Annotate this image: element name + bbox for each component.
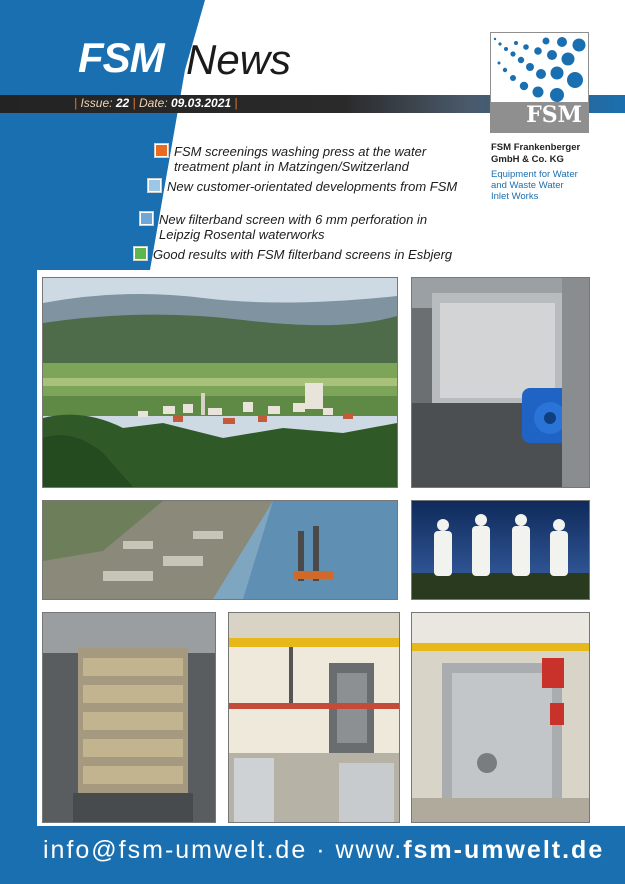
footer-web-domain: fsm-umwelt.de xyxy=(403,836,605,864)
toc-item-text: New customer-orientated developments from FSM xyxy=(167,179,458,194)
fsm-logo xyxy=(490,32,589,133)
news-title: News xyxy=(186,36,292,83)
toc-bullet-lightblue-icon xyxy=(148,179,161,192)
company-name-line2: GmbH & Co. KG xyxy=(491,154,564,165)
brand-title: FSM xyxy=(78,34,164,81)
toc-item-text: Good results with FSM filterband screens in Esbjerg xyxy=(153,247,453,262)
photo-esbjerg-harbor xyxy=(42,500,398,600)
footer-web-prefix: www. xyxy=(335,836,404,864)
photo-washing-press xyxy=(411,277,590,488)
photo-filterband-screen-hall xyxy=(411,612,590,823)
logo-dots-icon xyxy=(491,33,588,103)
company-desc-line3: Inlet Works xyxy=(491,191,539,202)
toc-item-text: treatment plant in Matzingen/Switzerland xyxy=(174,159,409,174)
company-desc-line1: Equipment for Water xyxy=(491,169,578,180)
company-description xyxy=(491,169,621,202)
company-name-line1: FSM Frankenberger xyxy=(491,142,581,153)
photo-workshop-crane xyxy=(228,612,400,823)
footer-contact xyxy=(43,836,604,865)
toc-item-text: FSM screenings washing press at the water xyxy=(174,144,427,159)
company-desc-line2: and Waste Water xyxy=(491,180,564,191)
footer-website-link[interactable] xyxy=(335,836,604,864)
toc-item-matzingen[interactable] xyxy=(155,144,426,174)
company-info xyxy=(491,142,621,202)
photo-matzingen-landscape xyxy=(42,277,398,488)
footer-email-link[interactable]: info@fsm-umwelt.de xyxy=(43,836,308,864)
logo-text: FSM xyxy=(526,102,582,128)
toc-item-leipzig[interactable] xyxy=(140,212,427,242)
issue-line: | Issue: 22 | Date: 09.03.2021 | xyxy=(74,96,238,110)
toc-bullet-blue-icon xyxy=(140,212,153,225)
photo-esbjerg-statues xyxy=(411,500,590,600)
toc-item-text: New filterband screen with 6 mm perforation in xyxy=(159,212,428,227)
issue-date: 09.03.2021 xyxy=(171,96,232,110)
toc-bullet-orange-icon xyxy=(155,144,168,157)
toc-item-esbjerg[interactable] xyxy=(134,247,452,262)
toc-item-text: Leipzig Rosental waterworks xyxy=(159,227,325,242)
photo-filterband-screen-channel xyxy=(42,612,216,823)
issue-label: Issue: xyxy=(80,96,113,110)
toc-item-developments[interactable] xyxy=(148,179,457,194)
footer-separator: · xyxy=(316,836,327,864)
date-label: Date: xyxy=(138,96,168,110)
toc-bullet-green-icon xyxy=(134,247,147,260)
issue-number: 22 xyxy=(115,96,130,110)
